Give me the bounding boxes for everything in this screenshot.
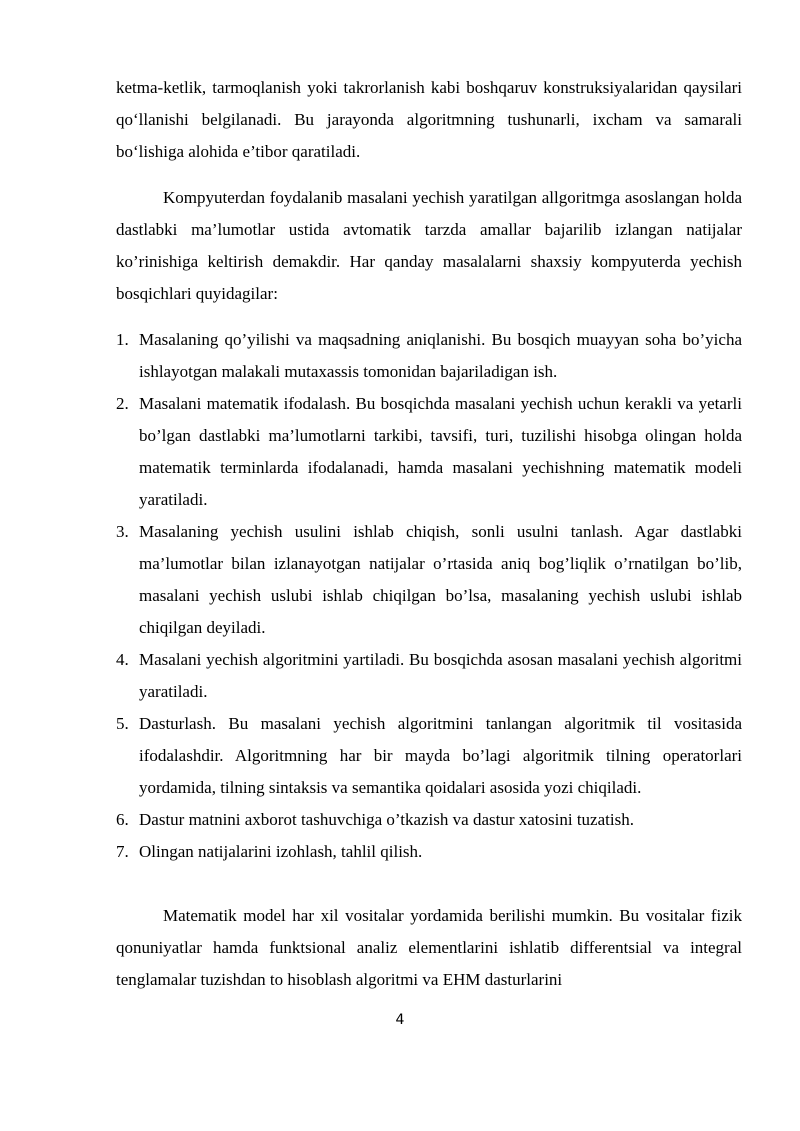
list-item <box>116 516 742 644</box>
paragraph-intro-steps: Kompyuterdan foydalanib masalani yechish yaratilgan allgoritmga asoslangan holda dastlabki ma’lumotlar ustida avtomatik tarzda amallar bajarilib izlangan natijalar ko’rinishiga keltirish demakdir. Har qanday masalalarni shaxsiy kompyuterda yechish bosqichlari quyidagilar: <box>116 188 742 303</box>
list-item-text: Masalaning yechish usulini ishlab chiqish, sonli usulni tanlash. Agar dastlabki ma’lumotlar bilan izlanayotgan natijalar o’rtasida aniq bog’liqlik o’rnatilgan bo’lib, masalani yechish uslubi ishlab chiqilgan bo’lsa, masalaning yechish uslubi ishlab chiqilgan deyiladi. <box>139 522 742 637</box>
list-item-number: 6. <box>116 810 129 829</box>
list-item-number: 4. <box>116 650 129 669</box>
list-item-number: 5. <box>116 714 129 733</box>
list-item <box>116 708 742 804</box>
paragraph-spacer <box>116 168 742 182</box>
list-item <box>116 836 742 868</box>
list-item-number: 7. <box>116 842 129 861</box>
list-item-text: Dasturlash. Bu masalani yechish algoritmini tanlangan algoritmik til vositasida ifodalashdir. Algoritmning har bir mayda bo’lagi algoritmik tilning operatorlari yordamida, tilning sintaksis va semantika qoidalari asosida yozi chiqiladi. <box>139 714 742 797</box>
list-item <box>116 324 742 388</box>
list-item <box>116 804 742 836</box>
list-item-text: Masalani matematik ifodalash. Bu bosqichda masalani yechish uchun kerakli va yetarli bo’lgan dastlabki ma’lumotlarni tarkibi, tavsifi, turi, tuzilishi hisobga olingan holda matematik terminlarda ifodalanadi, hamda masalani yechishning matematik modeli yaratiladi. <box>139 394 742 509</box>
list-item-text: Olingan natijalarini izohlash, tahlil qilish. <box>139 842 423 861</box>
list-item-number: 2. <box>116 394 129 413</box>
document-page <box>116 72 742 996</box>
paragraph-spacer <box>116 868 742 900</box>
list-item-number: 3. <box>116 522 129 541</box>
page-number: 4 <box>395 1012 405 1028</box>
list-item-number: 1. <box>116 330 129 349</box>
paragraph-mathematical-model: Matematik model har xil vositalar yordamida berilishi mumkin. Bu vositalar fizik qonuniyatlar hamda funktsional analiz elementlarini ishlatib differentsial va integral tenglamalar tuzishdan to hisoblash algoritmi va EHM dasturlarini <box>116 906 742 989</box>
list-item-text: Masalaning qo’yilishi va maqsadning aniqlanishi. Bu bosqich muayyan soha bo’yicha ishlayotgan malakali mutaxassis tomonidan bajariladigan ish. <box>139 330 742 381</box>
steps-list <box>116 324 742 868</box>
paragraph-continuation: ketma-ketlik, tarmoqlanish yoki takrorlanish kabi boshqaruv konstruksiyalaridan qaysilari qo‘llanishi belgilanadi. Bu jarayonda algoritmning tushunarli, ixcham va samarali bo‘lishiga alohida e’tibor qaratiladi. <box>116 78 742 161</box>
list-item <box>116 388 742 516</box>
list-item <box>116 644 742 708</box>
paragraph-spacer <box>116 310 742 324</box>
list-item-text: Dastur matnini axborot tashuvchiga o’tkazish va dastur xatosini tuzatish. <box>139 810 634 829</box>
list-item-text: Masalani yechish algoritmini yartiladi. Bu bosqichda asosan masalani yechish algoritmi yaratiladi. <box>139 650 742 701</box>
